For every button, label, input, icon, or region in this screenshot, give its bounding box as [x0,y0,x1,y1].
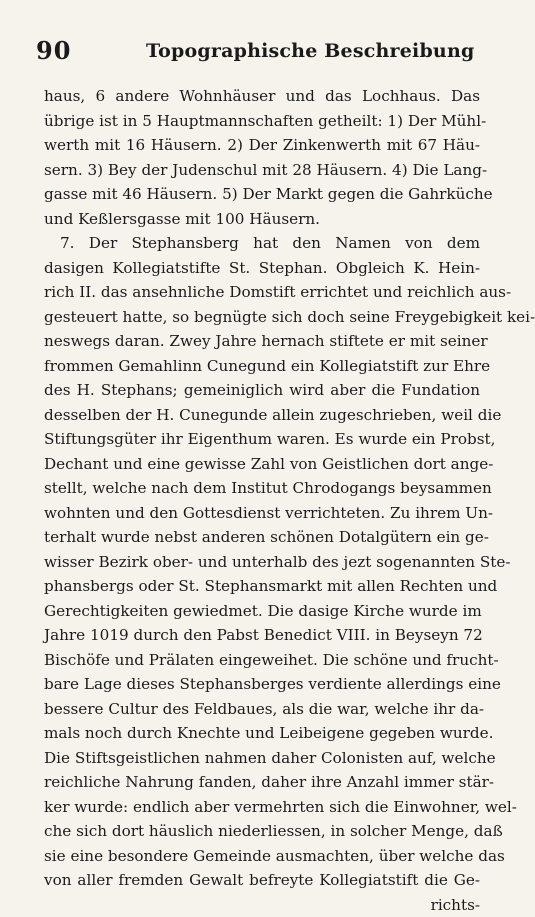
running-head: Topographische Beschreibung [146,40,474,62]
text-line: sie eine besondere Gemeinde ausmachten, über welche das [44,844,480,869]
text-line: mals noch durch Knechte und Leibeigene gegeben wurde. [44,721,480,746]
text-line: und Keßlersgasse mit 100 Häusern. [44,207,480,232]
text-line: Gerechtigkeiten gewiedmet. Die dasige Kirche wurde im [44,599,480,624]
text-line: phansbergs oder St. Stephansmarkt mit allen Rechten und [44,574,480,599]
text-line: Die Stiftsgeistlichen nahmen daher Colonisten auf, welche [44,746,480,771]
text-line: Bischöfe und Prälaten eingeweihet. Die schöne und frucht- [44,648,480,673]
text-line: von aller fremden Gewalt befreyte Kollegiatstift die Ge- [44,868,480,893]
text-line: neswegs daran. Zwey Jahre hernach stiftete er mit seiner [44,329,480,354]
text-line: terhalt wurde nebst anderen schönen Dotalgütern ein ge- [44,525,480,550]
text-line: Stiftungsgüter ihr Eigenthum waren. Es wurde ein Probst, [44,427,480,452]
text-line: ker wurde: endlich aber vermehrten sich die Einwohner, wel- [44,795,480,820]
text-line: bessere Cultur des Feldbaues, als die war, welche ihr da- [44,697,480,722]
paragraph-start-line: 7. Der Stephansberg hat den Namen von dem [44,231,480,256]
page-number: 90 [36,36,71,65]
text-line: desselben der H. Cunegunde allein zugeschrieben, weil die [44,403,480,428]
text-line: bare Lage dieses Stephansberges verdiente allerdings eine [44,672,480,697]
text-line: des H. Stephans; gemeiniglich wird aber die Fundation [44,378,480,403]
text-line: wisser Bezirk ober- und unterhalb des jezt sogenannten Ste- [44,550,480,575]
text-line: che sich dort häuslich niederliessen, in solcher Menge, daß [44,819,480,844]
text-line: haus, 6 andere Wohnhäuser und das Lochhaus. Das [44,84,480,109]
text-line: gesteuert hatte, so begnügte sich doch seine Freygebigkeit kei- [44,305,480,330]
text-line: wohnten und den Gottesdienst verrichteten. Zu ihrem Un- [44,501,480,526]
page-header [36,36,476,68]
catchword: richts- [44,893,480,917]
text-line: werth mit 16 Häusern. 2) Der Zinkenwerth mit 67 Häu- [44,133,480,158]
text-line: Jahre 1019 durch den Pabst Benedict VIII. in Beyseyn 72 [44,623,480,648]
text-line: Dechant und eine gewisse Zahl von Geistlichen dort ange- [44,452,480,477]
text-line: sern. 3) Bey der Judenschul mit 28 Häusern. 4) Die Lang- [44,158,480,183]
text-line: dasigen Kollegiatstifte St. Stephan. Obgleich K. Hein- [44,256,480,281]
text-line: reichliche Nahrung fanden, daher ihre Anzahl immer stär- [44,770,480,795]
text-line: rich II. das ansehnliche Domstift errichtet und reichlich aus- [44,280,480,305]
text-line: gasse mit 46 Häusern. 5) Der Markt gegen die Gahrküche [44,182,480,207]
text-line: stellt, welche nach dem Institut Chrodogangs beysammen [44,476,480,501]
text-line: übrige ist in 5 Hauptmannschaften getheilt: 1) Der Mühl- [44,109,480,134]
body-text [44,84,480,917]
text-line: frommen Gemahlinn Cunegund ein Kollegiatstift zur Ehre [44,354,480,379]
